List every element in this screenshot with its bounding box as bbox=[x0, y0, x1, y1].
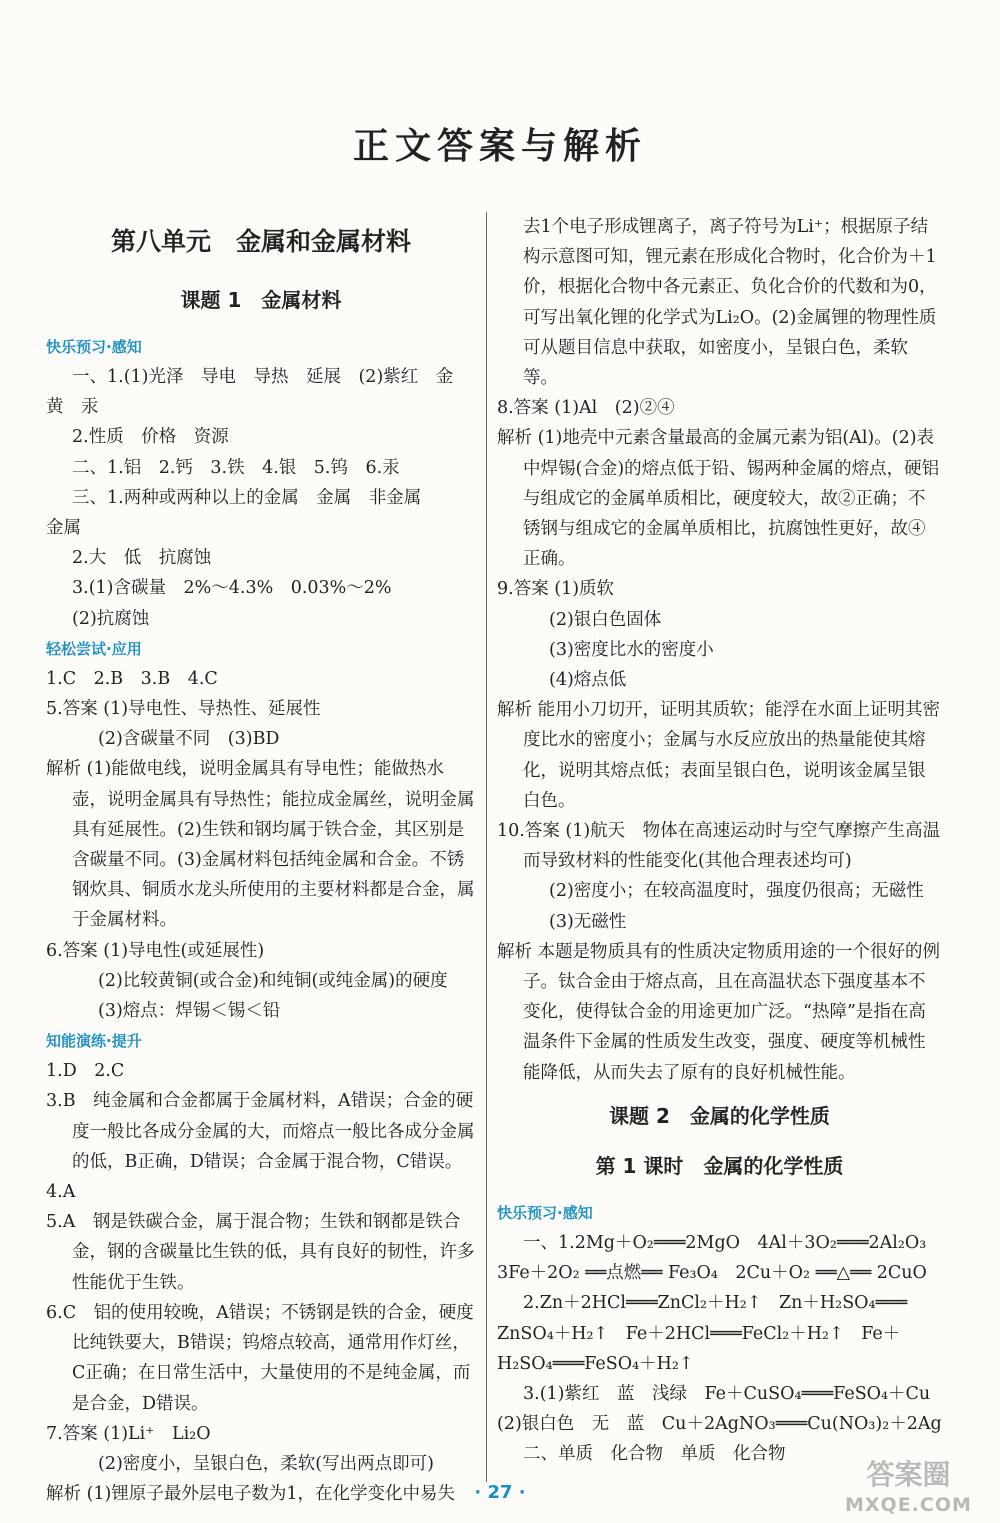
section-label: 快乐预习·感知 bbox=[46, 338, 142, 356]
left-column bbox=[46, 212, 476, 1509]
answer-line: 4.A bbox=[46, 1182, 76, 1203]
answer-line: 3.(1)紫红 蓝 浅绿 Fe＋CuSO₄═══FeSO₄＋Cu bbox=[523, 1383, 931, 1404]
answer-line: 2.大 低 抗腐蚀 bbox=[72, 548, 212, 569]
answer-line: (4)熔点低 bbox=[549, 670, 627, 691]
answer-line: (2)含碳量不同 (3)BD bbox=[98, 729, 280, 750]
answer-line: 1.C 2.B 3.B 4.C bbox=[46, 668, 218, 689]
answer-line: (2)密度小；在较高温度时，强度仍很高；无磁性 bbox=[549, 881, 924, 902]
answer-line: 6.答案 (1)导电性(或延展性) bbox=[46, 940, 265, 961]
answer-line: 7.答案 (1)Li⁺ Li₂O bbox=[46, 1423, 211, 1444]
section-label: 轻松尝试·应用 bbox=[46, 639, 142, 658]
answer-paragraph: 解析 (1)能做电线，说明金属具有导电性；能做热水壶，说明金属具有导热性；能拉成金属丝，说明金属具有延展性。(2)生铁和钢均属于铁合金，其区别是含碳量不同。(3)金属材料包括纯金属和合金。不锈钢炊具、铜质水龙头所使用的主要材料都是合金，属于金属材料。 bbox=[46, 759, 475, 931]
answer-line: 5.答案 (1)导电性、导热性、延展性 bbox=[46, 699, 321, 720]
answer-line: 二、1.铝 2.钙 3.铁 4.银 5.钨 6.汞 bbox=[72, 457, 400, 478]
page-number: · 27 · bbox=[474, 1482, 526, 1503]
answer-paragraph: 6.C 铝的使用较晚，A错误；不锈钢是铁的合金，硬度比纯铁要大，B错误；钨熔点较高，通常用作灯丝，C正确；在日常生活中，大量使用的不是纯金属，而是合金，D错误。 bbox=[46, 1302, 474, 1414]
answer-paragraph: 解析 本题是物质具有的性质决定物质用途的一个很好的例子。钛合金由于熔点高，且在高温状态下强度基本不变化，使得钛合金的用途更加广泛。“热障”是指在高温条件下金属的性质发生改变，强度、硬度等机械性能降低，从而失去了原有的良好机械性能。 bbox=[497, 941, 941, 1083]
answer-paragraph: 10.答案 (1)航天 物体在高速运动时与空气摩擦产生高温而导致材料的性能变化(其他合理表述均可) bbox=[497, 821, 941, 872]
answer-paragraph: 去1个电子形成锂离子，离子符号为Li⁺；根据原子结构示意图可知，锂元素在形成化合物时，化合价为＋1价，根据化合物中各元素正、负化合价的代数和为0，可写出氧化锂的化学式为Li₂O。(2)金属锂的物理性质可从题目信息中获取，如密度小，呈银白色，柔软等。 bbox=[523, 217, 937, 389]
answer-line: (2)密度小，呈银白色，柔软(写出两点即可) bbox=[98, 1453, 434, 1474]
column-divider bbox=[486, 212, 487, 1482]
answer-line: (3)熔点：焊锡＜锡＜铅 bbox=[98, 1001, 281, 1022]
answer-paragraph: 5.A 钢是铁碳合金，属于混合物；生铁和钢都是铁合金，钢的含碳量比生铁的低，具有良好的韧性，许多性能优于生铁。 bbox=[46, 1212, 475, 1293]
answer-line: (3)密度比水的密度小 bbox=[549, 639, 714, 660]
answer-line: 2.性质 价格 资源 bbox=[72, 427, 229, 448]
answer-line: 1.D 2.C bbox=[46, 1061, 125, 1082]
watermark-logo bbox=[845, 1460, 972, 1520]
answer-line: 一、1.(1)光泽 导电 导热 延展 (2)紫红 金 bbox=[72, 367, 454, 387]
page-title: 正文答案与解析 bbox=[352, 125, 647, 167]
watermark-text: 答案圈 bbox=[866, 1458, 951, 1491]
answer-paragraph: 解析 (1)地壳中元素含量最高的金属元素为铝(Al)。(2)表中焊锡(合金)的熔点低于铅、锡两种金属的熔点，硬铝与组成它的金属单质相比，硬度较大，故②正确；不锈钢与组成它的金属单质相比，抗腐蚀性更好，故④正确。 bbox=[497, 428, 940, 570]
unit-heading: 第八单元 金属和金属材料 bbox=[110, 227, 411, 256]
answer-line: H₂SO₄═══FeSO₄＋H₂↑ bbox=[497, 1353, 694, 1374]
right-column bbox=[497, 212, 942, 1470]
answer-line: ZnSO₄＋H₂↑ Fe＋2HCl═══FeCl₂＋H₂↑ Fe＋ bbox=[497, 1323, 901, 1344]
answer-line: 3.(1)含碳量 2%～4.3% 0.03%～2% bbox=[72, 578, 392, 599]
answer-line: (2)银白色 无 蓝 Cu＋2AgNO₃═══Cu(NO₃)₂＋2Ag bbox=[497, 1414, 942, 1435]
section-label: 知能演练·提升 bbox=[46, 1032, 142, 1051]
topic-heading: 课题 1 金属材料 bbox=[180, 288, 342, 312]
answer-line: 9.答案 (1)质软 bbox=[497, 579, 615, 600]
topic-heading: 课题 2 金属的化学性质 bbox=[609, 1103, 830, 1128]
answer-paragraph: 3.B 纯金属和合金都属于金属材料，A错误；合金的硬度一般比各成分金属的大，而熔点一般比各成分金属的低，B正确，D错误；合金属于混合物，C错误。 bbox=[46, 1091, 475, 1172]
answer-line: (3)无磁性 bbox=[549, 911, 627, 932]
section-label: 快乐预习·感知 bbox=[497, 1203, 593, 1222]
answer-line: 3Fe＋2O₂ ══点燃══ Fe₃O₄ 2Cu＋O₂ ══△══ 2CuO bbox=[497, 1263, 927, 1284]
answer-line: 金属 bbox=[46, 518, 81, 539]
answer-line: 一、1.2Mg＋O₂═══2MgO 4Al＋3O₂═══2Al₂O₃ bbox=[523, 1232, 927, 1253]
answer-line: 黄 汞 bbox=[46, 397, 99, 418]
answer-line: 2.Zn＋2HCl═══ZnCl₂＋H₂↑ Zn＋H₂SO₄═══ bbox=[523, 1293, 908, 1314]
answer-line: 二、单质 化合物 单质 化合物 bbox=[523, 1444, 786, 1465]
answer-line: 三、1.两种或两种以上的金属 金属 非金属 bbox=[72, 487, 422, 508]
answer-paragraph: 解析 能用小刀切开，证明其质软；能浮在水面上证明其密度比水的密度小；金属与水反应放出的热量能使其熔化，说明其熔点低；表面呈银白色，说明该金属呈银白色。 bbox=[497, 700, 941, 811]
topic-heading: 第 1 课时 金属的化学性质 bbox=[595, 1153, 844, 1178]
answer-line: (2)比较黄铜(或合金)和纯铜(或纯金属)的硬度 bbox=[98, 970, 448, 991]
answer-line: (2)抗腐蚀 bbox=[72, 608, 150, 629]
answer-line: (2)银白色固体 bbox=[549, 609, 662, 630]
answer-line: 8.答案 (1)Al (2)②④ bbox=[497, 398, 675, 419]
watermark-url: MXQE.COM bbox=[845, 1494, 972, 1516]
answer-paragraph: 解析 (1)锂原子最外层电子数为1，在化学变化中易失 bbox=[46, 1484, 455, 1505]
